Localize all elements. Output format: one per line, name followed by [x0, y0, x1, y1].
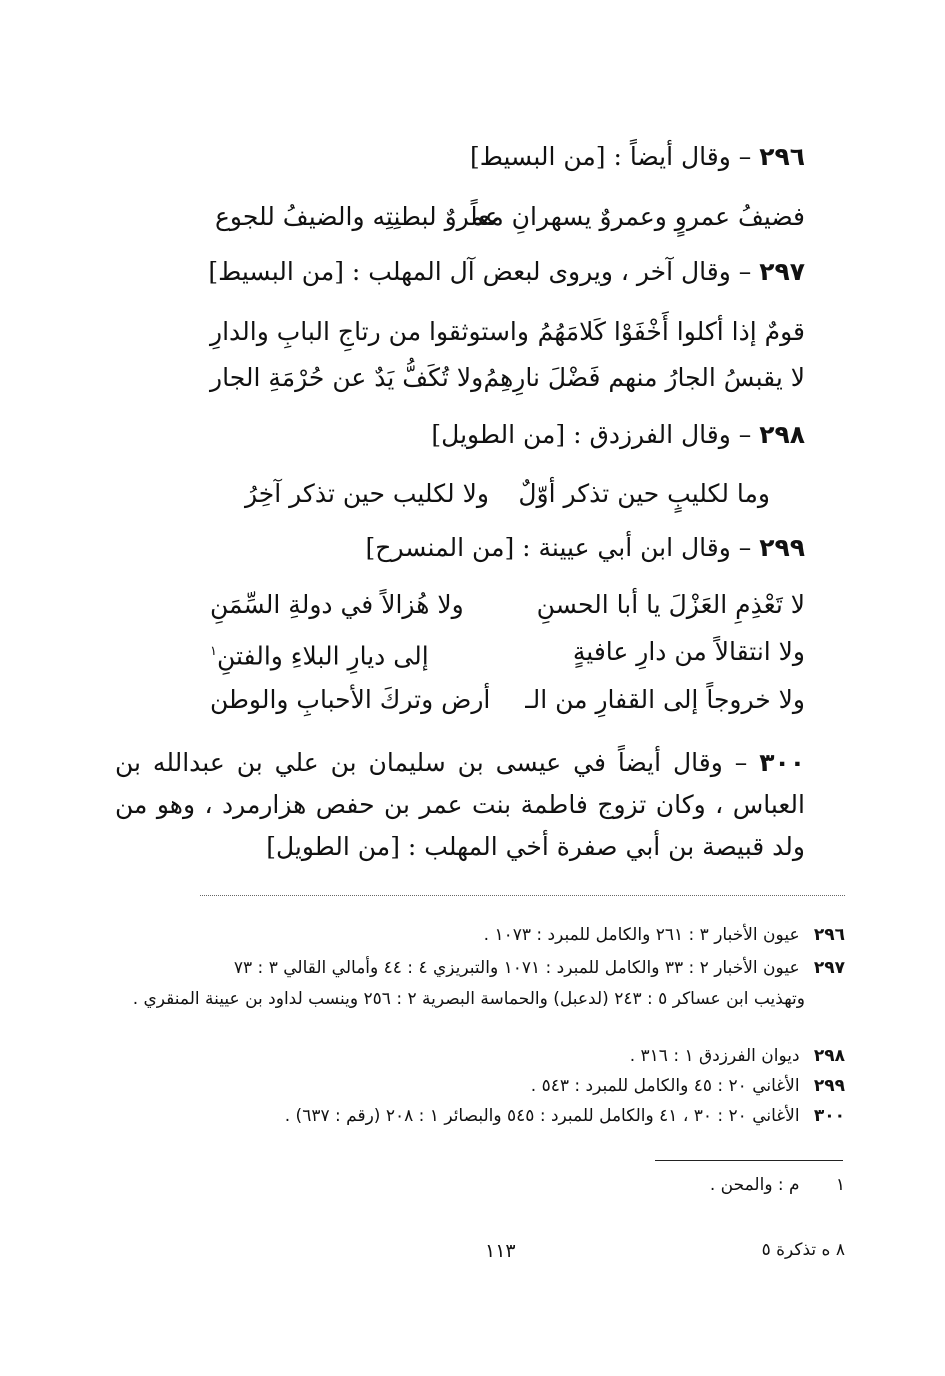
verse-hemistich-text: إلى ديارِ البلاءِ والفتنِ [216, 641, 429, 671]
footnote-text: الأغاني ٢٠ : ٣٠ ، ٤١ والكامل للمبرد : ٥٤٥ والبصائر ١ : ٢٠٨ (رقم : ٦٣٧) . [284, 1106, 800, 1126]
footnote-text: ديوان الفرزدق ١ : ٣١٦ . [629, 1046, 800, 1066]
verse-298-1 [245, 474, 770, 514]
verse-first-hemistich: فضيفُ عمروٍ وعمروٌ يسهرانِ معاً [470, 202, 805, 231]
verse-second-hemistich: واستوثقوا من رتاجِ البابِ والدارِ [210, 317, 529, 346]
footnote-number: ٢٩٧ [813, 958, 845, 978]
entry-299-heading [366, 531, 805, 565]
entry-297-heading [208, 255, 805, 289]
verse-first-hemistich: ولا انتقالاً من دارِ عافيةٍ [572, 637, 805, 666]
footnote-299 [531, 1073, 845, 1099]
footnote-297 [234, 955, 845, 981]
verse-first-hemistich: لا يقبسُ الجارُ منهم فَضْلَ نارِهِمُ [483, 363, 805, 392]
signature-mark: ٨ ه تذكرة ٥ [761, 1240, 845, 1260]
entry-number: ٣٠٠ [759, 748, 805, 777]
footnote-marker: ١ [210, 644, 217, 659]
verse-296-1 [215, 197, 805, 237]
verse-299-1 [210, 585, 805, 625]
entry-intro: – وقال أيضاً في عيسى بن سليمان بن علي بن عبدالله بن العباس ، وكان تزوج فاطمة بنت عمر بن حفص هزارمرد ، وهو من ولد قبيصة بن أبي صفرة أخي المهلب : [من الطويل] [115, 748, 805, 861]
note-separator [655, 1160, 843, 1161]
footnote-296 [484, 922, 845, 948]
footnote-number: ٣٠٠ [813, 1106, 845, 1126]
verse-first-hemistich: وما لكليبٍ حين تذكر أوّلٌ [518, 479, 770, 508]
footnote-number: ٢٩٨ [813, 1046, 845, 1066]
verse-first-hemistich: ولا خروجاً إلى القفارِ من الـ [525, 685, 805, 714]
footnote-text: عيون الأخبار ٢ : ٣٣ والكامل للمبرد : ١٠٧١ والتبريزي ٤ : ٤٤ وأمالي القالي ٣ : ٧٣ [233, 958, 800, 978]
verse-299-2 [210, 632, 805, 672]
verse-second-hemistich: أرض وتركَ الأحبابِ والوطن [210, 685, 491, 714]
verse-second-hemistich: عمروٌ لبطنِتِه والضيفُ للجوع [215, 202, 500, 231]
footnote-separator [200, 895, 845, 896]
verse-first-hemistich: لا تَعْذِمِ العَزْلَ يا أبا الحسنِ [536, 590, 805, 619]
footnote-300 [285, 1103, 845, 1129]
footnote-number: ٢٩٩ [813, 1076, 845, 1096]
note-text: م : والمحن . [709, 1175, 800, 1195]
footnote-297-continuation: وتهذيب ابن عساكر ٥ : ٢٤٣ (لدعبل) والحماسة البصرية ٢ : ٢٥٦ وينسب لداود بن عيينة المنقري . [132, 989, 805, 1009]
note-number: ١ [835, 1175, 845, 1195]
verse-second-hemistich: ولا هُزالاً في دولةِ السِّمَنِ [210, 590, 464, 619]
entry-300-paragraph [115, 742, 805, 868]
entry-intro: – وقال ابن أبي عيينة : [من المنسرح] [365, 533, 752, 562]
page-number: ١١٣ [485, 1240, 516, 1262]
footnote-number: ٢٩٦ [813, 925, 845, 945]
entry-intro: – وقال آخر ، ويروى لبعض آل المهلب : [من البسيط] [208, 257, 752, 286]
entry-intro: – وقال أيضاً : [من البسيط] [469, 142, 752, 171]
entry-number: ٢٩٨ [759, 420, 805, 449]
verse-second-hemistich [210, 632, 429, 676]
entry-number: ٢٩٩ [759, 533, 805, 562]
footnote-298 [630, 1043, 845, 1069]
verse-297-1 [210, 312, 805, 352]
verse-first-hemistich: قومٌ إذا أكلوا أَخْفَوْا كَلامَهُمُ [537, 317, 805, 346]
marginal-note [710, 1175, 845, 1195]
entry-number: ٢٩٦ [759, 142, 805, 171]
entry-number: ٢٩٧ [759, 257, 805, 286]
footnote-text: عيون الأخبار ٣ : ٢٦١ والكامل للمبرد : ١٠٧٣ . [483, 925, 800, 945]
verse-299-3 [210, 680, 805, 720]
footnote-text: الأغاني ٢٠ : ٤٥ والكامل للمبرد : ٥٤٣ . [530, 1076, 800, 1096]
verse-297-2 [210, 358, 805, 398]
entry-298-heading [431, 418, 805, 452]
entry-296-heading [470, 140, 805, 174]
verse-second-hemistich: ولا لكليب حين تذكر آخِرُ [245, 479, 489, 508]
entry-intro: – وقال الفرزدق : [من الطويل] [431, 420, 752, 449]
verse-second-hemistich: ولا تُكَفُّ يَدٌ عن حُرْمَةِ الجار [210, 363, 484, 392]
